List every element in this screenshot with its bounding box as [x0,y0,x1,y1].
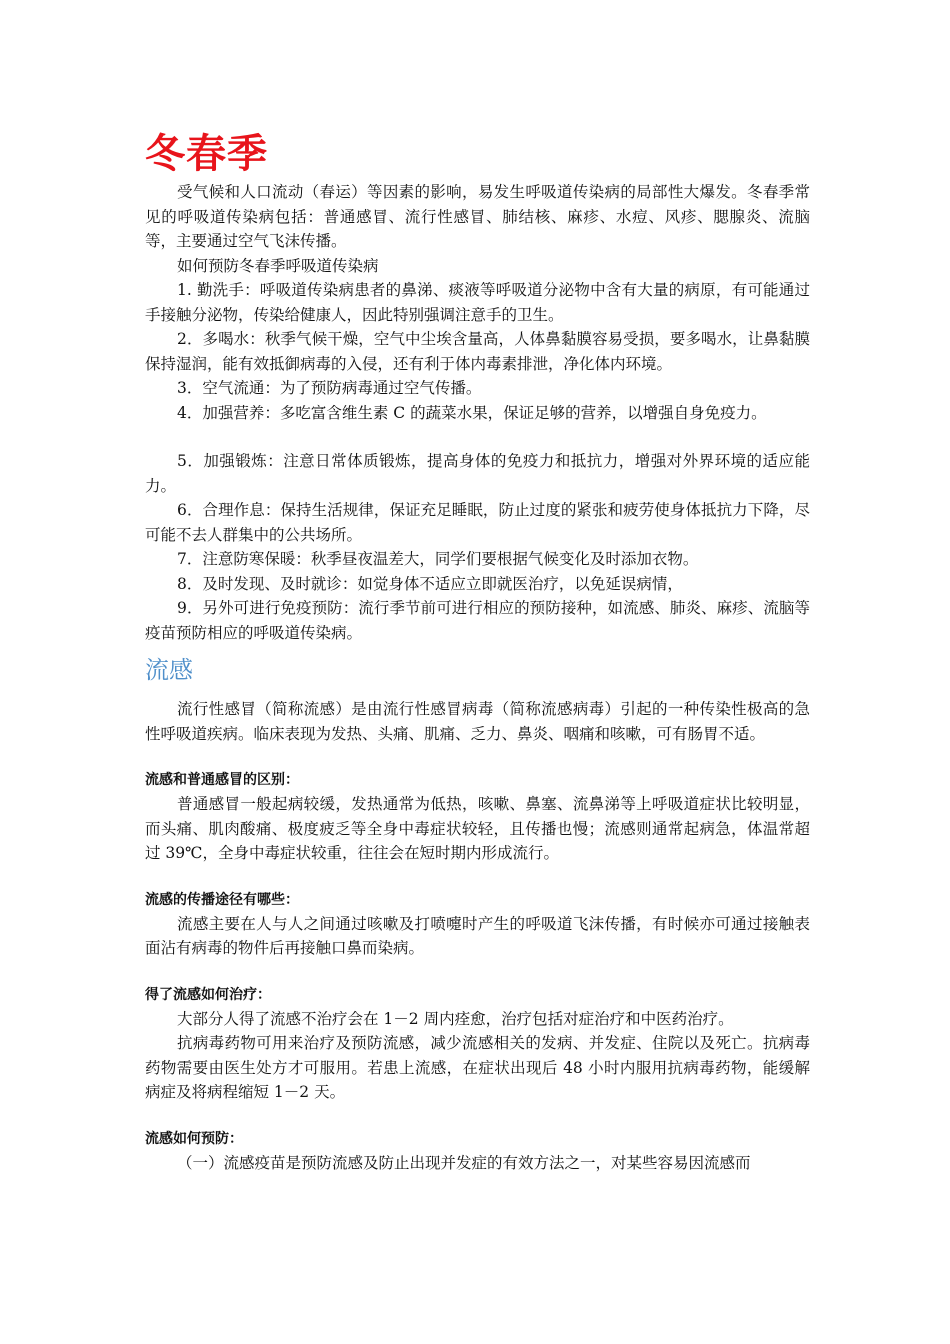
flu-intro: 流行性感冒（简称流感）是由流行性感冒病毒（简称流感病毒）引起的一种传染性极高的急性呼吸道疾病。临床表现为发热、头痛、肌痛、乏力、鼻炎、咽痛和咳嗽，可有肠胃不适。 [145,700,810,743]
prevention-item: 9．另外可进行免疫预防：流行季节前可进行相应的预防接种，如流感、肺炎、麻疹、流脑等疫苗预防相应的呼吸道传染病。 [145,599,810,642]
prevention-heading: 如何预防冬春季呼吸道传染病 [177,256,379,275]
spread-heading: 流感的传播途径有哪些： [145,891,299,908]
page-title: 冬春季 [145,130,268,177]
prevention-item: 7．注意防寒保暖：秋季昼夜温差大，同学们要根据气候变化及时添加衣物。 [177,550,699,568]
spacer [145,866,810,888]
prevent-paragraph: （一）流感疫苗是预防流感及防止出现并发症的有效方法之一，对某些容易因流感而 [177,1153,751,1172]
treat-heading: 得了流感如何治疗： [145,986,271,1003]
intro-paragraph: 受气候和人口流动（春运）等因素的影响，易发生呼吸道传染病的局部性大爆发。冬春季常见的呼吸道传染病包括：普通感冒、流行性感冒、肺结核、麻疹、水痘、风疹、腮腺炎、流脑等，主要通过空气飞沫传播。 [145,183,810,250]
flu-heading: 流感 [145,656,193,684]
prevention-item: 1. 勤洗手：呼吸道传染病患者的鼻涕、痰液等呼吸道分泌物中含有大量的病原，有可能通过手接触分泌物，传染给健康人，因此特别强调注意手的卫生。 [145,281,810,324]
spacer [145,746,810,768]
diff-heading: 流感和普通感冒的区别： [145,772,299,788]
spacer [145,961,810,983]
prevention-item: 3．空气流通：为了预防病毒通过空气传播。 [177,379,482,397]
spread-paragraph: 流感主要在人与人之间通过咳嗽及打喷嚏时产生的呼吸道飞沫传播，有时候亦可通过接触表面沾有病毒的物件后再接触口鼻而染病。 [145,914,810,957]
spacer [145,425,810,449]
prevention-item: 6．合理作息：保持生活规律，保证充足睡眠，防止过度的紧张和疲劳使身体抵抗力下降，尽可能不去人群集中的公共场所。 [145,501,810,544]
prevention-item: 2．多喝水：秋季气候干燥，空气中尘埃含量高，人体鼻黏膜容易受损，要多喝水，让鼻黏膜保持湿润，能有效抵御病毒的入侵，还有利于体内毒素排泄，净化体内环境。 [145,330,810,373]
diff-paragraph: 普通感冒一般起病较缓，发热通常为低热，咳嗽、鼻塞、流鼻涕等上呼吸道症状比较明显，而头痛、肌肉酸痛、极度疲乏等全身中毒症状较轻，且传播也慢；流感则通常起病急，体温常超过 39℃，全身中毒症状较重，往往会在短时期内形成流行。 [145,795,810,862]
document-page [145,128,810,1175]
prevent-heading: 流感如何预防： [145,1130,243,1147]
prevention-item: 8．及时发现、及时就诊：如觉身体不适应立即就医治疗，以免延误病情， [177,574,683,593]
treat-paragraph-1: 大部分人得了流感不治疗会在 1－2 周内痊愈，治疗包括对症治疗和中医药治疗。 [177,1009,734,1028]
spacer [145,1105,810,1127]
prevention-item: 5．加强锻炼：注意日常体质锻炼，提高身体的免疫力和抵抗力，增强对外界环境的适应能力。 [145,452,810,495]
treat-paragraph-2: 抗病毒药物可用来治疗及预防流感，减少流感相关的发病、并发症、住院以及死亡。抗病毒药物需要由医生处方才可服用。若患上流感，在症状出现后 48 小时内服用抗病毒药物，能缓解病症及将病程缩短 1－2 天。 [145,1034,810,1101]
prevention-item: 4．加强营养：多吃富含维生素 C 的蔬菜水果，保证足够的营养，以增强自身免疫力。 [177,403,767,422]
